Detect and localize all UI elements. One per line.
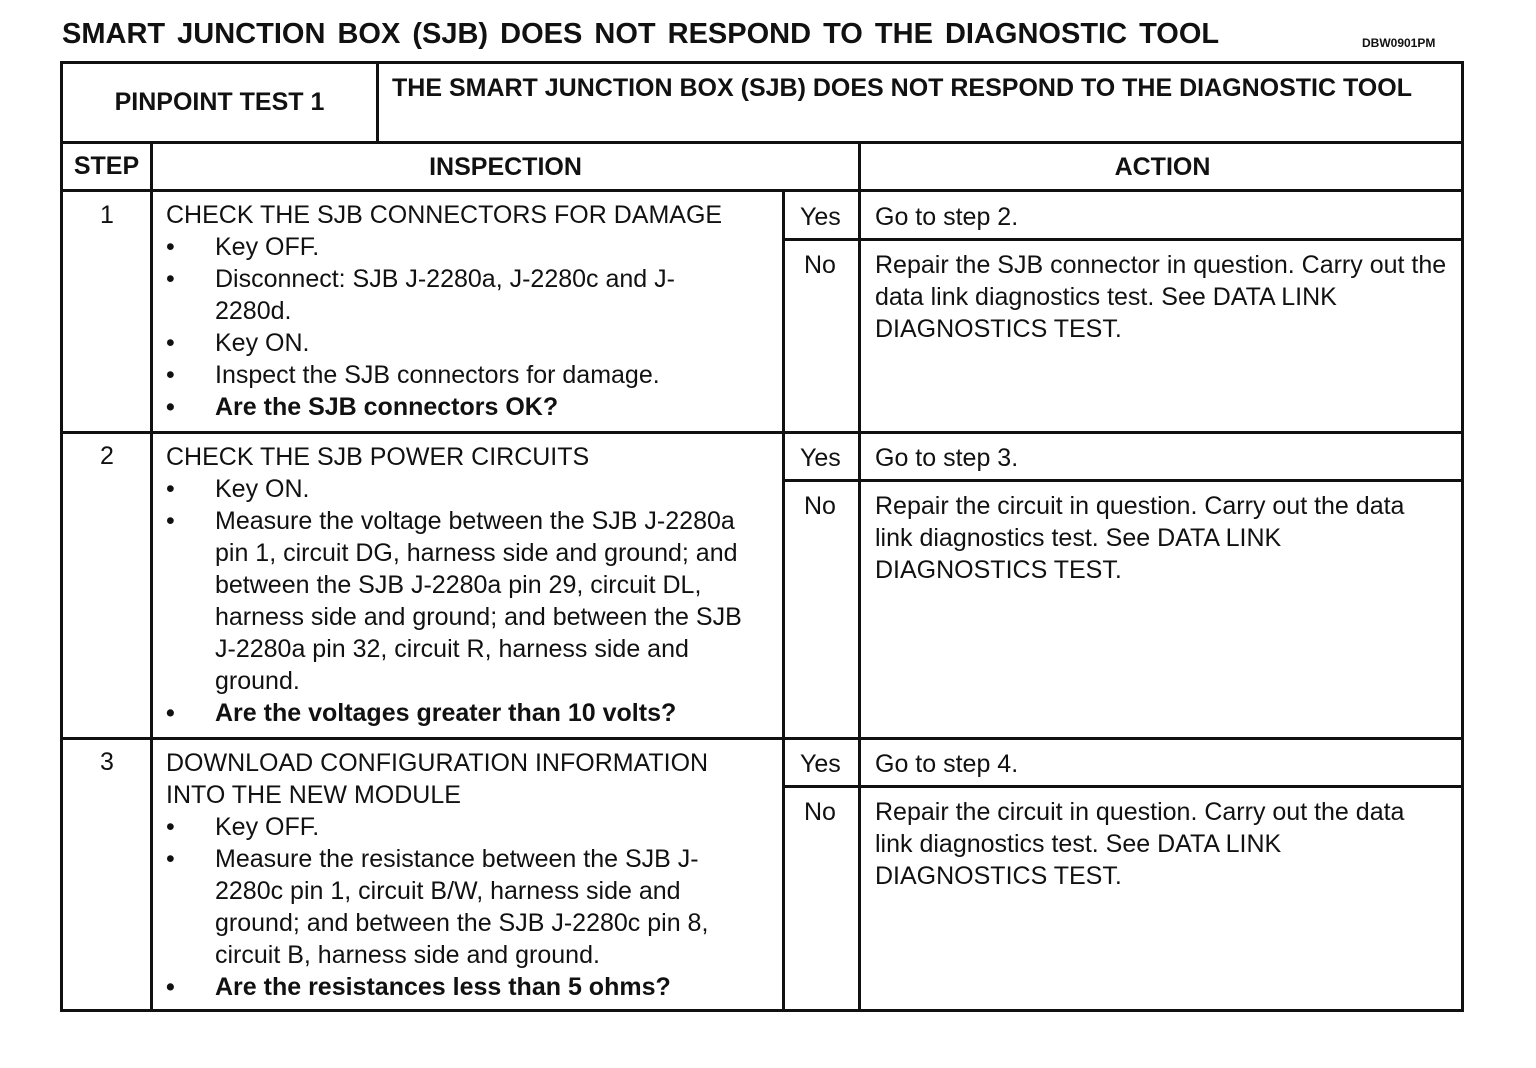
no-action: Repair the circuit in question. Carry out the data link diagnostics test. See DATA LINK DIAGNOSTICS TEST. xyxy=(875,492,1405,584)
inspection-block xyxy=(166,747,773,1003)
table-rule xyxy=(782,785,1464,788)
list-item: • Key ON. xyxy=(166,475,310,503)
table-rule xyxy=(782,479,1464,482)
list-item: • Disconnect: SJB J-2280a, J-2280c and J-2280d. xyxy=(166,265,675,325)
bullet-icon: • xyxy=(166,813,175,841)
table-rule xyxy=(858,141,861,1012)
yes-action: Go to step 4. xyxy=(875,750,1019,778)
no-action: Repair the circuit in question. Carry out the data link diagnostics test. See DATA LINK DIAGNOSTICS TEST. xyxy=(875,798,1405,890)
list-item: • Measure the voltage between the SJB J-2280a pin 1, circuit DG, harness side and ground; and between the SJB J-2280a pin 29, circuit DL, harness side and ground; and between the SJB J-2280a pin 32, circuit R, harness side and ground. xyxy=(166,507,742,695)
step-number: 1 xyxy=(100,201,114,229)
column-header-step: STEP xyxy=(73,152,140,180)
no-label: No xyxy=(804,492,836,520)
bullet-icon: • xyxy=(166,507,175,535)
pinpoint-test-label: PINPOINT TEST 1 xyxy=(114,88,325,116)
inspection-block xyxy=(166,441,773,729)
table-rule xyxy=(150,141,153,1012)
step-number: 2 xyxy=(100,442,114,470)
bullet-icon: • xyxy=(166,475,175,503)
list-item: • Inspect the SJB connectors for damage. xyxy=(166,361,660,389)
bullet-icon: • xyxy=(166,699,175,727)
list-item: • Measure the resistance between the SJB J-2280c pin 1, circuit B/W, harness side and ground; and between the SJB J-2280c pin 8, circuit B, harness side and ground. xyxy=(166,845,709,969)
step-heading: CHECK THE SJB POWER CIRCUITS xyxy=(166,443,590,471)
bullet-icon: • xyxy=(166,845,175,873)
bullet-icon: • xyxy=(166,393,175,421)
list-item: • Key ON. xyxy=(166,329,310,357)
column-header-inspection: INSPECTION xyxy=(429,153,582,181)
table-rule xyxy=(60,189,1464,192)
yes-label: Yes xyxy=(800,750,841,778)
no-label: No xyxy=(804,798,836,826)
list-item: • Key OFF. xyxy=(166,813,320,841)
table-rule xyxy=(60,431,1464,434)
table-rule xyxy=(60,141,1464,144)
page-title: SMART JUNCTION BOX (SJB) DOES NOT RESPOND TO THE DIAGNOSTIC TOOL xyxy=(62,18,1220,50)
table-rule xyxy=(782,238,1464,241)
table-rule xyxy=(782,189,785,1012)
pinpoint-test-title: THE SMART JUNCTION BOX (SJB) DOES NOT RESPOND TO THE DIAGNOSTIC TOOL xyxy=(392,74,1412,102)
question-item: • Are the voltages greater than 10 volts? xyxy=(166,699,677,727)
no-action: Repair the SJB connector in question. Carry out the data link diagnostics test. See DATA LINK DIAGNOSTICS TEST. xyxy=(875,251,1447,343)
bullet-icon: • xyxy=(166,361,175,389)
question-item: • Are the resistances less than 5 ohms? xyxy=(166,973,671,1001)
table-rule xyxy=(60,737,1464,740)
yes-label: Yes xyxy=(800,203,841,231)
bullet-icon: • xyxy=(166,233,175,261)
document-code: DBW0901PM xyxy=(1362,36,1436,50)
inspection-block xyxy=(166,199,773,423)
step-heading: DOWNLOAD CONFIGURATION INFORMATION INTO THE NEW MODULE xyxy=(166,749,709,809)
step-number: 3 xyxy=(100,748,114,776)
yes-action: Go to step 3. xyxy=(875,444,1019,472)
table-rule xyxy=(376,61,379,143)
bullet-icon: • xyxy=(166,329,175,357)
bullet-icon: • xyxy=(166,265,175,293)
question-item: • Are the SJB connectors OK? xyxy=(166,393,559,421)
yes-label: Yes xyxy=(800,444,841,472)
step-heading: CHECK THE SJB CONNECTORS FOR DAMAGE xyxy=(166,201,723,229)
bullet-icon: • xyxy=(166,973,175,1001)
no-label: No xyxy=(804,251,836,279)
list-item: • Key OFF. xyxy=(166,233,320,261)
column-header-action: ACTION xyxy=(1114,153,1211,181)
yes-action: Go to step 2. xyxy=(875,203,1019,231)
